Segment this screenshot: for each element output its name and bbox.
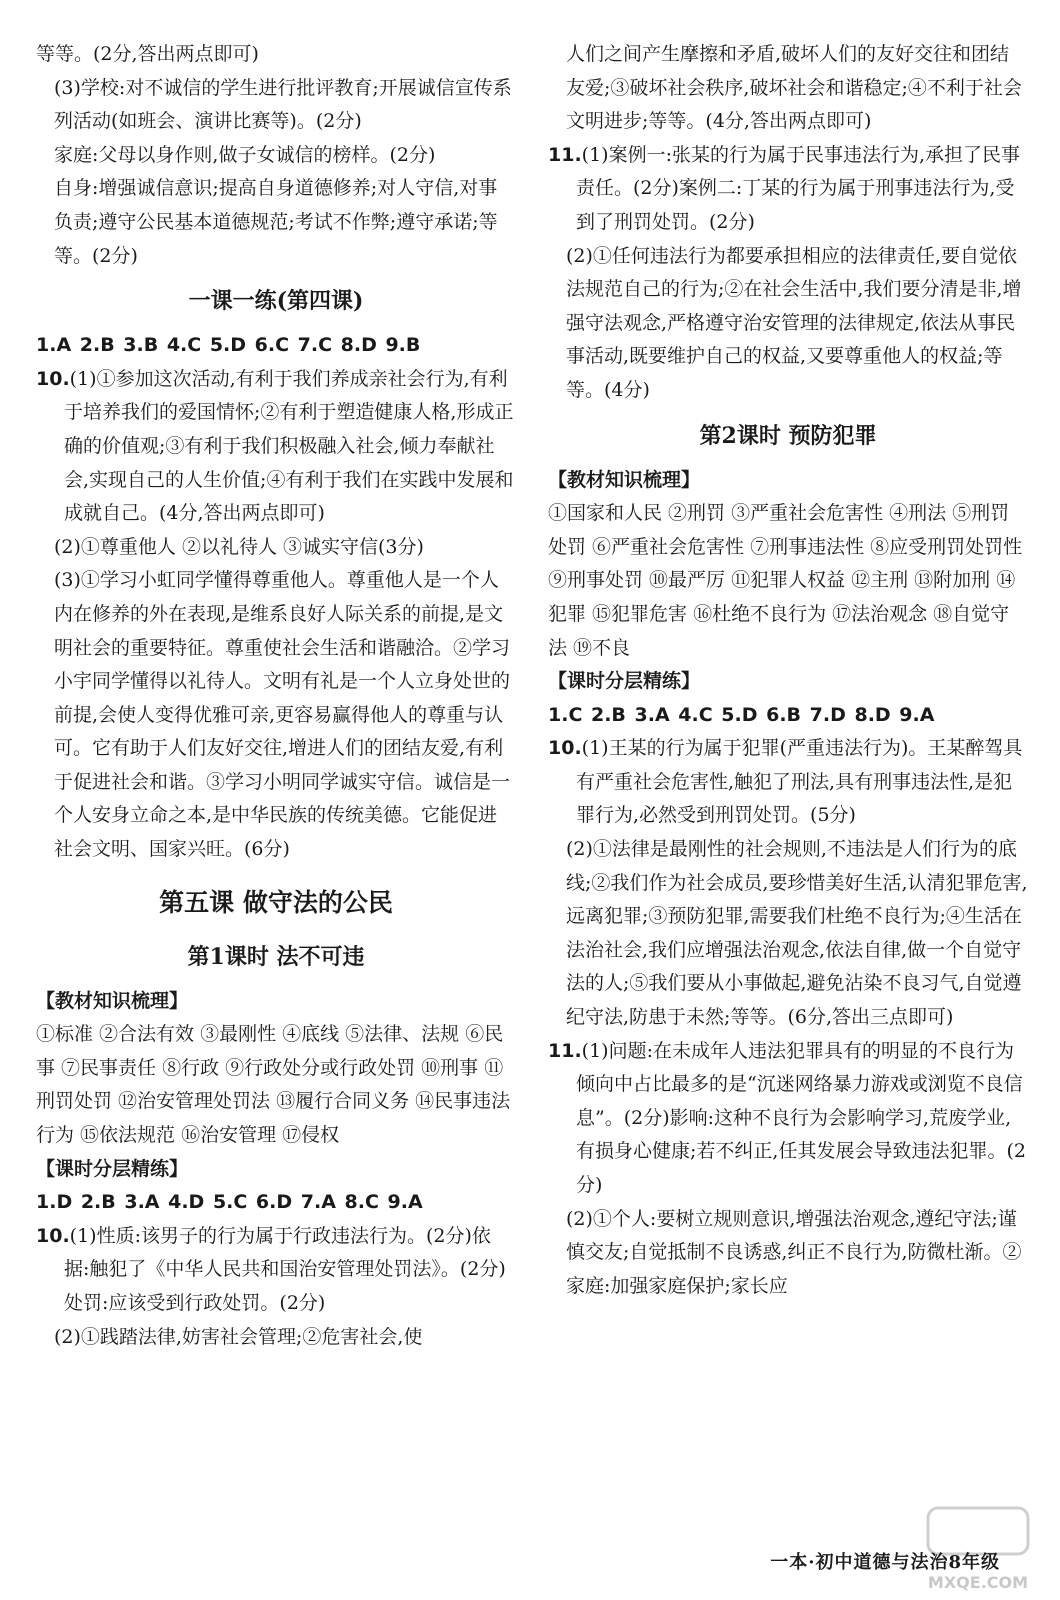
question-text: (1)①参加这次活动,有利于我们养成亲社会行为,有利于培养我们的爱国情怀;②有利于塑造健康人格,形成正确的价值观;③有利于我们积极融入社会,倾力奉献社会,实现自己的人生价值;④有利于我们在实践中发展和成就自己。(4分,答出两点即可): [64, 367, 514, 525]
left-column: [36, 38, 516, 1354]
paragraph: (2)①尊重他人 ②以礼待人 ③诚实守信(3分): [54, 535, 424, 558]
page-footer: 一本·初中道德与法治8年级: [770, 1552, 1000, 1573]
answer-key: 1.A 2.B 3.B 4.C 5.D 6.C 7.C 8.D 9.B: [36, 334, 421, 357]
paragraph: (2)①法律是最刚性的社会规则,不违法是人们行为的底线;②我们作为社会成员,要珍惜美好生活,认清犯罪危害,远离犯罪;③预防犯罪,需要我们杜绝不良行为;④生活在法治社会,我们应增强法治观念,依法自律,做一个自觉守法的人;⑤我们要从小事做起,避免沾染不良习气,自觉遵纪守法,防患于未然;等等。(6分,答出三点即可): [566, 838, 1028, 1029]
question-text: (1)问题:在未成年人违法犯罪具有的明显的不良行为倾向中占比最多的是“沉迷网络暴力游戏或浏览不良信息”。(2分)影响:这种不良行为会影响学习,荒废学业,有损身心健康;若不纠正,任其发展会导致违法犯罪。(2分): [576, 1039, 1026, 1196]
paragraph: (2)①个人:要树立规则意识,增强法治观念,遵纪守法;谨慎交友;自觉抵制不良诱惑,纠正不良行为,防微杜渐。②家庭:加强家庭保护;家长应: [566, 1207, 1022, 1297]
question-10: [36, 1220, 516, 1321]
question-text: (1)王某的行为属于犯罪(严重违法行为)。王某醉驾具有严重社会危害性,触犯了刑法,具有刑事违法性,是犯罪行为,必然受到刑罚处罚。(5分): [576, 737, 1023, 827]
question-10: [548, 732, 1028, 833]
question-number: 10.: [548, 737, 582, 760]
answer-key: 1.D 2.B 3.A 4.D 5.C 6.D 7.A 8.C 9.A: [36, 1191, 423, 1214]
answer-key: 1.C 2.B 3.A 4.C 5.D 6.B 7.D 8.D 9.A: [548, 703, 935, 726]
question-10: [36, 363, 516, 531]
question-text: (1)案例一:张某的行为属于民事违法行为,承担了民事责任。(2分)案例二:丁某的行为属于刑事违法行为,受到了刑罚处罚。(2分): [576, 143, 1021, 233]
question-number: 10.: [36, 1224, 70, 1247]
question-text: (1)性质:该男子的行为属于行政违法行为。(2分)依据:触犯了《中华人民共和国治安管理处罚法》。(2分)处罚:应该受到行政处罚。(2分): [64, 1224, 506, 1314]
paragraph: (2)①任何违法行为都要承担相应的法律责任,要自觉依法规范自己的行为;②在社会生活中,我们要分清是非,增强守法观念,严格遵守治安管理的法律规定,依法从事民事活动,既要维护自己的权益,又要尊重他人的权益;等等。(4分): [566, 244, 1022, 401]
question-number: 10.: [36, 367, 70, 390]
subsection-label: 【教材知识梳理】: [36, 989, 189, 1012]
knowledge-list: ①国家和人民 ②刑罚 ③严重社会危害性 ④刑法 ⑤刑罚处罚 ⑥严重社会危害性 ⑦刑事违法性 ⑧应受刑罚处罚性 ⑨刑事处罚 ⑩最严厉 ⑪犯罪人权益 ⑫主刑 ⑬附加刑 ⑭犯罪 ⑮犯罪危害 ⑯杜绝不良行为 ⑰法治观念 ⑱自觉守法 ⑲不良: [548, 502, 1023, 659]
paragraph: 等等。(2分,答出两点即可): [36, 43, 259, 65]
paragraph: 人们之间产生摩擦和矛盾,破坏人们的友好交往和团结友爱;③破坏社会秩序,破坏社会和谐稳定;④不利于社会文明进步;等等。(4分,答出两点即可): [566, 43, 1022, 133]
knowledge-list: ①标准 ②合法有效 ③最刚性 ④底线 ⑤法律、法规 ⑥民事 ⑦民事责任 ⑧行政 ⑨行政处分或行政处罚 ⑩刑事 ⑪刑罚处罚 ⑫治安管理处罚法 ⑬履行合同义务 ⑭民事违法行为 ⑮依法规范 ⑯治安管理 ⑰侵权: [36, 1023, 511, 1147]
lesson-heading: 第2课时 预防犯罪: [699, 422, 877, 449]
section-heading: 一课一练(第四课): [188, 288, 364, 315]
subsection-label: 【课时分层精练】: [548, 670, 701, 693]
question-11: [548, 139, 1028, 240]
right-column: [548, 38, 1028, 1303]
watermark-text: MXQE.COM: [927, 1573, 1029, 1592]
paragraph: (2)①践踏法律,妨害社会管理;②危害社会,使: [54, 1325, 423, 1348]
paragraph: 自身:增强诚信意识;提高自身道德修养;对人守信,对事负责;遵守公民基本道德规范;考试不作弊;遵守承诺;等等。(2分): [54, 177, 498, 267]
lesson-heading: 第1课时 法不可违: [187, 943, 365, 970]
chapter-heading: 第五课 做守法的公民: [159, 887, 393, 917]
subsection-label: 【课时分层精练】: [36, 1157, 189, 1180]
subsection-label: 【教材知识梳理】: [548, 468, 701, 491]
question-number: 11.: [548, 143, 582, 166]
question-11: [548, 1035, 1028, 1203]
paragraph: (3)①学习小虹同学懂得尊重他人。尊重他人是一个人内在修养的外在表现,是维系良好人际关系的前提,是文明社会的重要特征。尊重使社会生活和谐融洽。②学习小宇同学懂得以礼待人。文明有礼是一个人立身处世的前提,会使人变得优雅可亲,更容易赢得他人的尊重与认可。它有助于人们友好交往,增进人们的团结友爱,有利于促进社会和谐。③学习小明同学诚实守信。诚信是一个人安身立命之本,是中华民族的传统美德。它能促进社会文明、国家兴旺。(6分): [54, 569, 511, 861]
paragraph: 家庭:父母以身作则,做子女诚信的榜样。(2分): [54, 143, 436, 166]
question-number: 11.: [548, 1039, 582, 1062]
paragraph: (3)学校:对不诚信的学生进行批评教育;开展诚信宣传系列活动(如班会、演讲比赛等)。(2分): [54, 76, 512, 133]
